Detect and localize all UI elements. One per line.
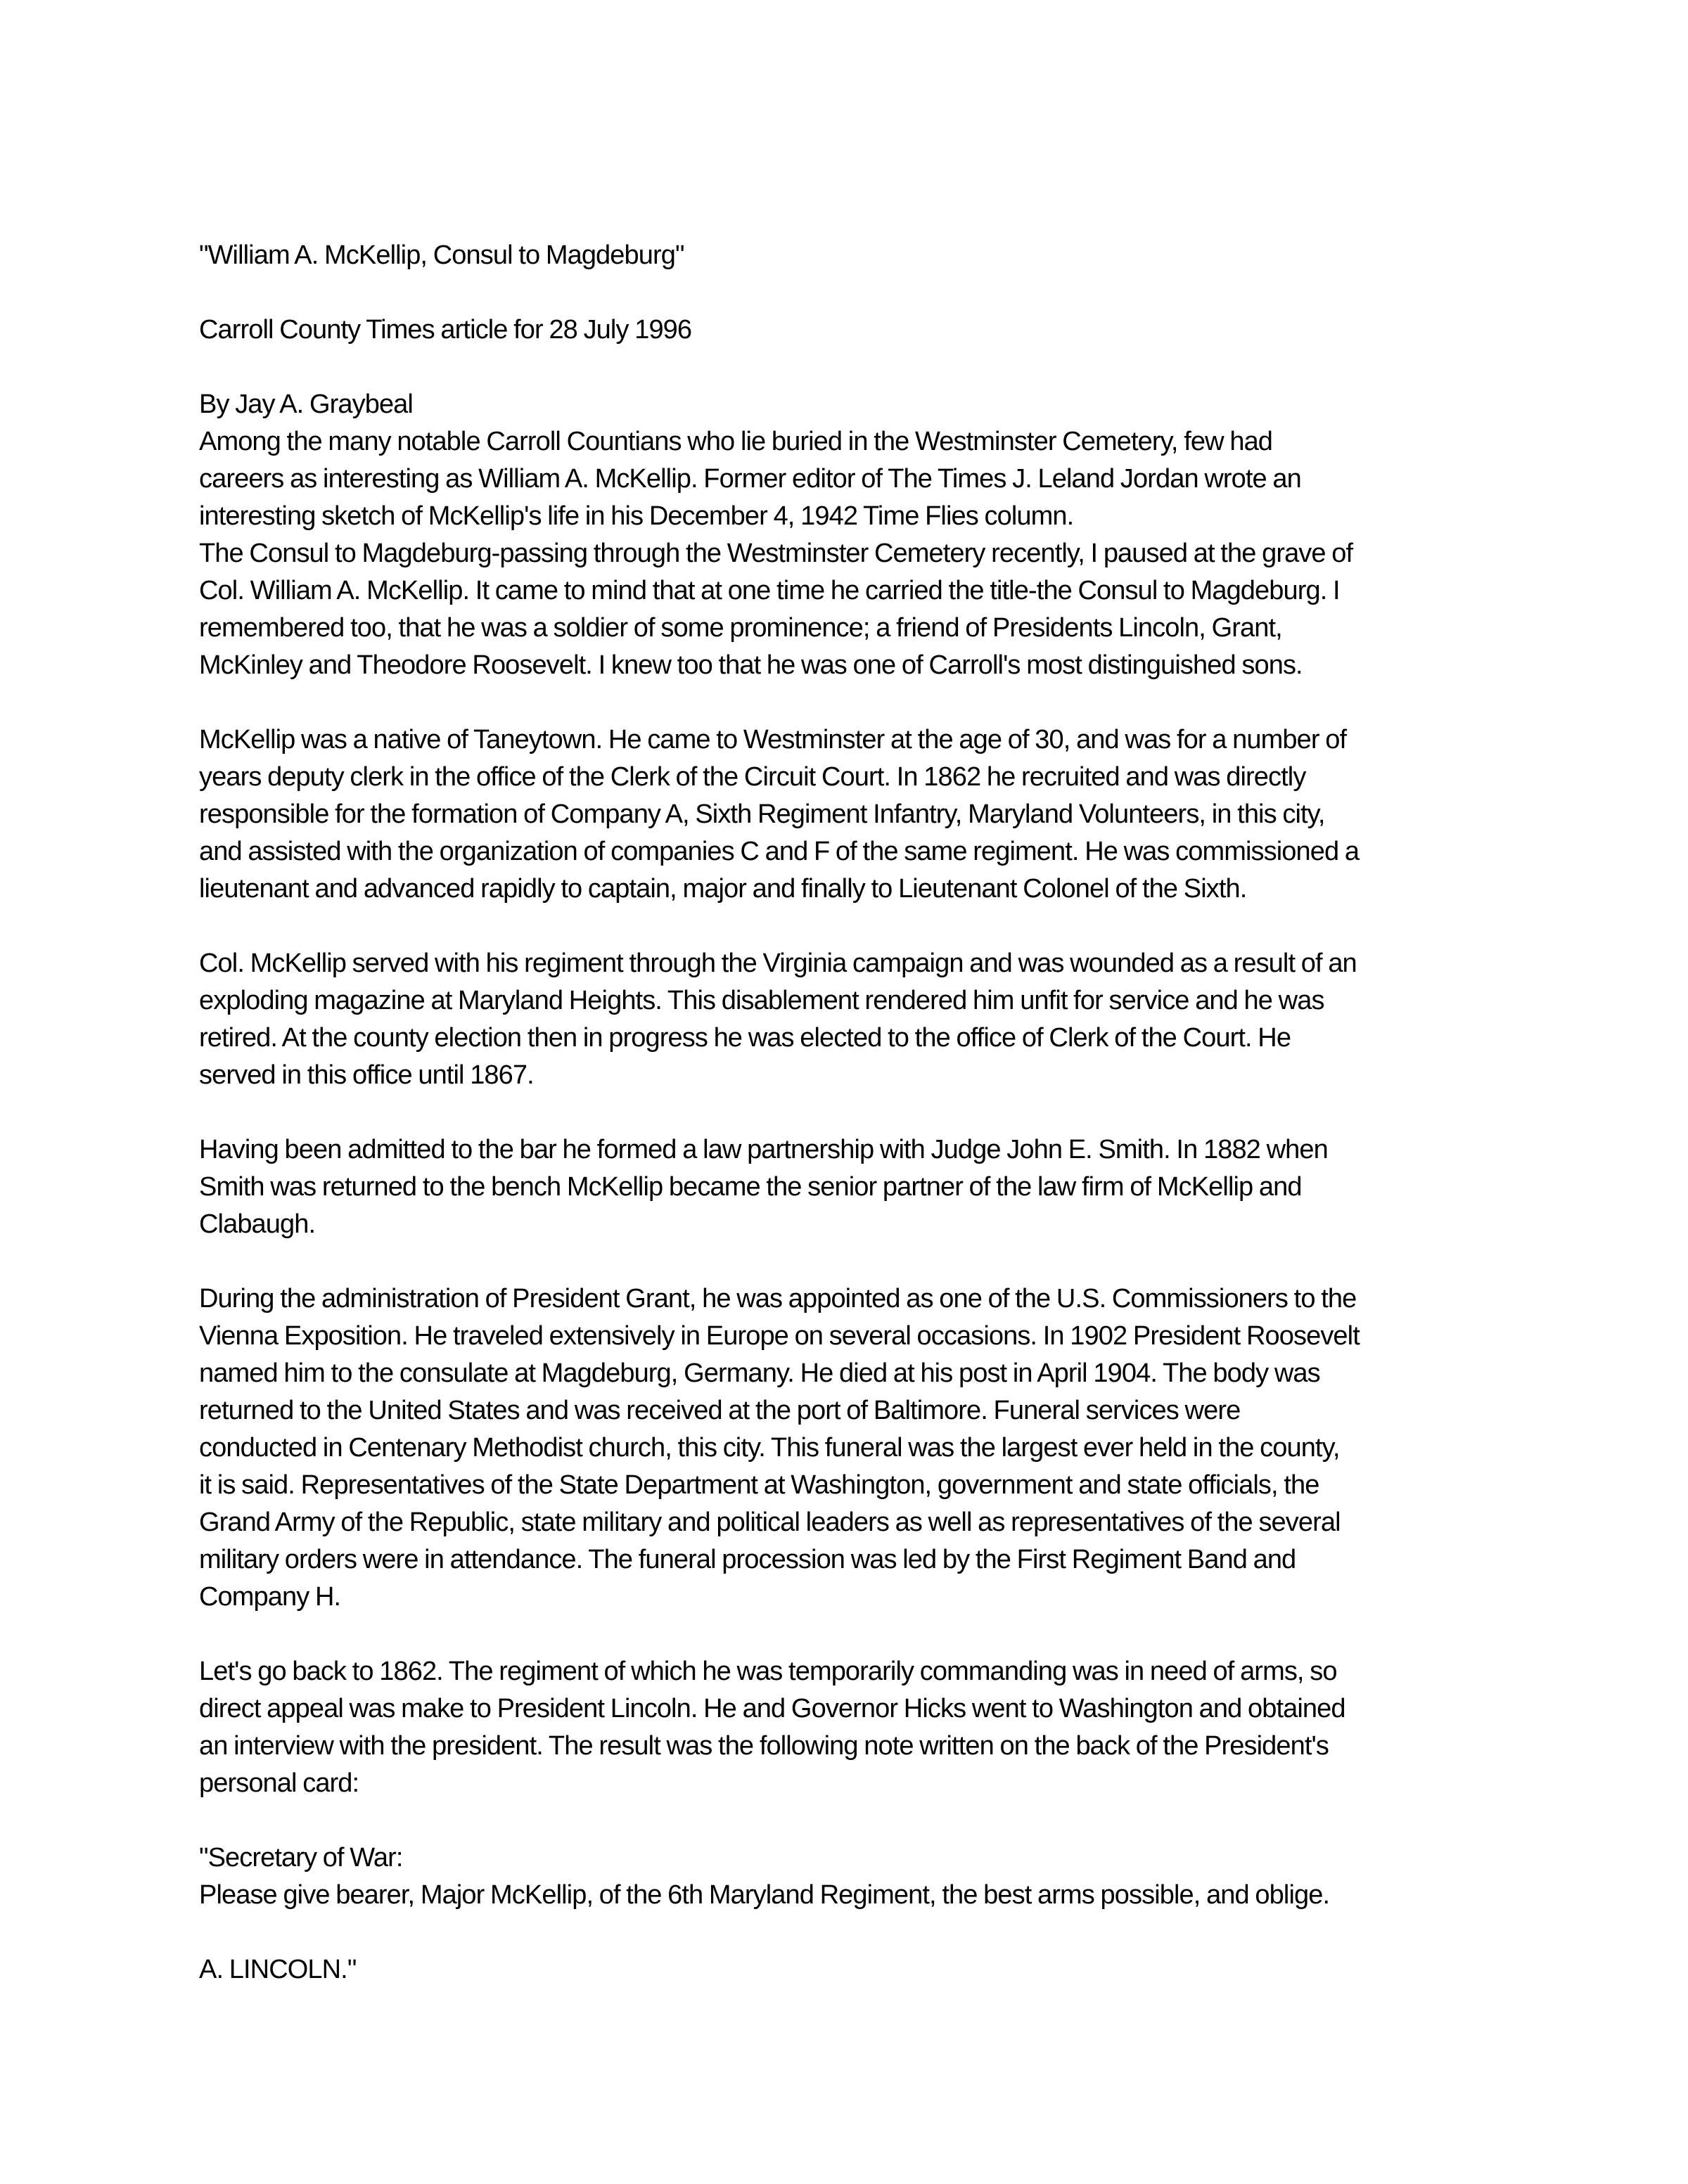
spacer: [199, 908, 1507, 945]
note-body: Please give bearer, Major McKellip, of the 6th Maryland Regiment, the best arms possible, and oblige.: [199, 1880, 1330, 1910]
text-line: responsible for the formation of Company A, Sixth Regiment Infantry, Maryland Volunteers, in this city,: [199, 799, 1325, 829]
text-line: served in this office until 1867.: [199, 1060, 534, 1090]
note-signature: A. LINCOLN.": [199, 1955, 357, 1984]
text-line: direct appeal was make to President Lincoln. He and Governor Hicks went to Washington and obtained: [199, 1694, 1345, 1723]
text-line: Col. William A. McKellip. It came to mind that at one time he carried the title-the Consul to Magdeburg. I: [199, 576, 1340, 605]
paragraph-law: [199, 1131, 1507, 1243]
text-line: Vienna Exposition. He traveled extensively in Europe on several occasions. In 1902 President Roosevelt: [199, 1321, 1360, 1351]
text-line: Grand Army of the Republic, state military and political leaders as well as representatives of the several: [199, 1508, 1341, 1537]
text-line: named him to the consulate at Magdeburg, Germany. He died at his post in April 1904. The body was: [199, 1358, 1320, 1388]
spacer: [199, 684, 1507, 721]
note-salutation: "Secretary of War:: [199, 1843, 403, 1873]
text-line: an interview with the president. The result was the following note written on the back of the President's: [199, 1731, 1329, 1761]
text-line: McKellip was a native of Taneytown. He came to Westminster at the age of 30, and was for a number of: [199, 725, 1347, 754]
paragraph-grant: [199, 1280, 1507, 1616]
spacer: [199, 1914, 1507, 1951]
paragraph-intro: [199, 423, 1507, 535]
paragraph-1862: [199, 1653, 1507, 1802]
text-line: military orders were in attendance. The funeral procession was led by the First Regiment Band and: [199, 1545, 1296, 1574]
text-line: Col. McKellip served with his regiment through the Virginia campaign and was wounded as a result of an: [199, 949, 1357, 978]
spacer: [199, 1094, 1507, 1131]
text-line: and assisted with the organization of companies C and F of the same regiment. He was commissioned a: [199, 837, 1360, 866]
text-line: During the administration of President Grant, he was appointed as one of the U.S. Commissioners to the: [199, 1284, 1357, 1313]
text-line: interesting sketch of McKellip's life in his December 4, 1942 Time Flies column.: [199, 501, 1074, 531]
text-line: conducted in Centenary Methodist church, this city. This funeral was the largest ever held in the county,: [199, 1433, 1340, 1463]
paragraph-service: [199, 945, 1507, 1094]
text-line: it is said. Representatives of the State Department at Washington, government and state officials, the: [199, 1470, 1319, 1500]
text-line: McKinley and Theodore Roosevelt. I knew too that he was one of Carroll's most distinguished sons.: [199, 650, 1303, 680]
text-line: remembered too, that he was a soldier of some prominence; a friend of Presidents Lincoln, Grant,: [199, 613, 1282, 643]
text-line: Let's go back to 1862. The regiment of which he was temporarily commanding was in need of arms, so: [199, 1657, 1337, 1686]
spacer: [199, 349, 1507, 386]
text-line: personal card:: [199, 1768, 359, 1798]
text-line: exploding magazine at Maryland Heights. This disablement rendered him unfit for service and he was: [199, 986, 1324, 1015]
document-page: [199, 237, 1507, 1989]
text-line: Smith was returned to the bench McKellip became the senior partner of the law firm of McKellip and: [199, 1172, 1302, 1202]
lincoln-note: [199, 1839, 1507, 1989]
paragraph-consul: [199, 535, 1507, 684]
article-byline: By Jay A. Graybeal: [199, 390, 413, 419]
article-source: Carroll County Times article for 28 July 1996: [199, 315, 692, 345]
text-line: Having been admitted to the bar he formed a law partnership with Judge John E. Smith. In 1882 when: [199, 1135, 1328, 1164]
paragraph-native: [199, 721, 1507, 908]
article-title: "William A. McKellip, Consul to Magdeburg": [199, 240, 684, 270]
text-line: retired. At the county election then in progress he was elected to the office of Clerk of the Court. He: [199, 1023, 1291, 1053]
text-line: lieutenant and advanced rapidly to captain, major and finally to Lieutenant Colonel of the Sixth.: [199, 874, 1247, 904]
text-line: The Consul to Magdeburg-passing through the Westminster Cemetery recently, I paused at the grave of: [199, 539, 1353, 568]
text-line: returned to the United States and was received at the port of Baltimore. Funeral services were: [199, 1396, 1241, 1425]
text-line: Among the many notable Carroll Countians who lie buried in the Westminster Cemetery, few had: [199, 427, 1273, 456]
text-line: Company H.: [199, 1582, 341, 1612]
text-line: years deputy clerk in the office of the Clerk of the Circuit Court. In 1862 he recruited and was directly: [199, 762, 1306, 792]
text-line: Clabaugh.: [199, 1209, 316, 1239]
spacer: [199, 1616, 1507, 1653]
spacer: [199, 1802, 1507, 1839]
spacer: [199, 1243, 1507, 1280]
text-line: careers as interesting as William A. McKellip. Former editor of The Times J. Leland Jordan wrote an: [199, 464, 1301, 494]
spacer: [199, 274, 1507, 311]
